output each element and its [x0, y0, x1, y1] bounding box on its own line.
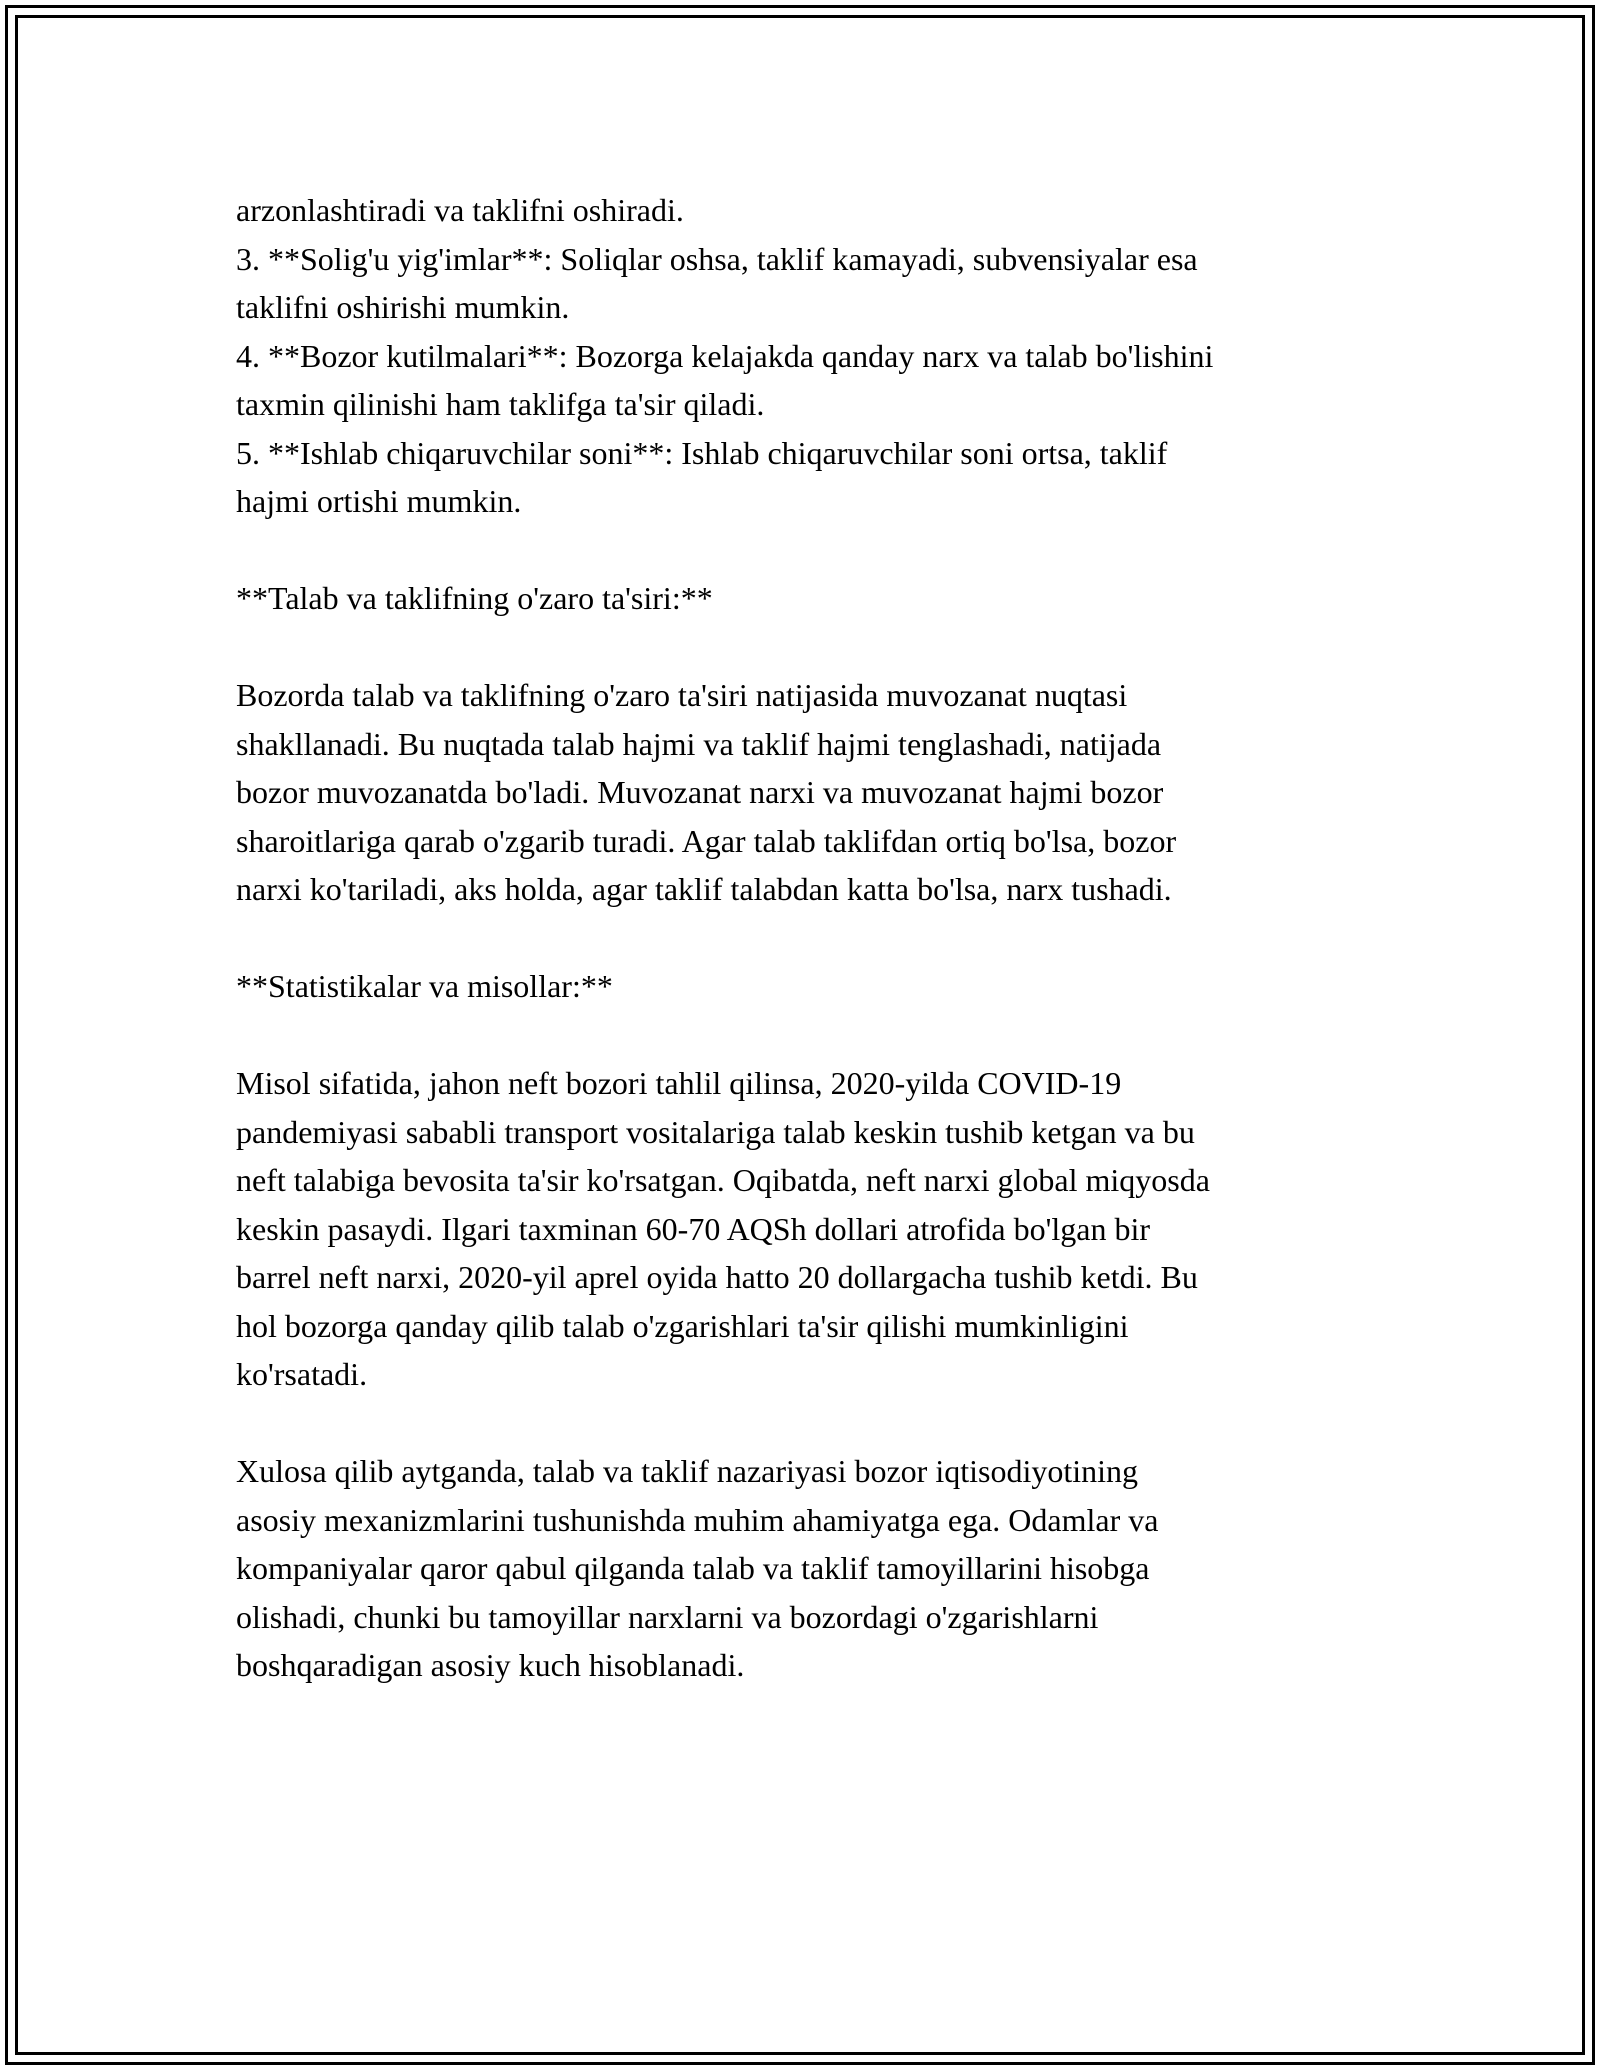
text-line: olishadi, chunki bu tamoyillar narxlarni va bozordagi o'zgarishlarni — [236, 1598, 1099, 1635]
list-item-4: 4. **Bozor kutilmalari**: Bozorga kelajakda qanday narx va talab bo'lishini — [236, 337, 1214, 374]
text-line: hajmi ortishi mumkin. — [236, 483, 522, 519]
text-line: bozor muvozanatda bo'ladi. Muvozanat narxi va muvozanat hajmi bozor — [236, 774, 1164, 810]
text-line: taxmin qilinishi ham taklifga ta'sir qiladi. — [236, 386, 765, 422]
paragraph-gap — [236, 914, 1386, 963]
text-line: kompaniyalar qaror qabul qilganda talab va taklif tamoyillarini hisobga — [236, 1550, 1150, 1586]
text-line: barrel neft narxi, 2020-yil aprel oyida hatto 20 dollargacha tushib ketdi. Bu — [236, 1259, 1198, 1295]
text-line: keskin pasaydi. Ilgari taxminan 60-70 AQSh dollari atrofida bo'lgan bir — [236, 1210, 1151, 1247]
paragraph-gap — [236, 623, 1386, 672]
text-line: Misol sifatida, jahon neft bozori tahlil qilinsa, 2020-yilda COVID-19 — [236, 1065, 1122, 1101]
section-heading-interaction: **Talab va taklifning o'zaro ta'siri:** — [236, 580, 713, 616]
text-line: ko'rsatadi. — [236, 1356, 368, 1392]
text-line: arzonlashtiradi va taklifni oshiradi. — [236, 192, 684, 228]
text-line: neft talabiga bevosita ta'sir ko'rsatgan. Oqibatda, neft narxi global miqyosda — [236, 1162, 1210, 1198]
text-line: shakllanadi. Bu nuqtada talab hajmi va taklif hajmi tenglashadi, natijada — [236, 725, 1162, 762]
section-heading-statistics: **Statistikalar va misollar:** — [236, 968, 613, 1004]
text-line: Bozorda talab va taklifning o'zaro ta'siri natijasida muvozanat nuqtasi — [236, 677, 1128, 713]
paragraph-interaction — [236, 671, 1386, 914]
list-item-3: 3. **Solig'u yig'imlar**: Soliqlar oshsa, taklif kamayadi, subvensiyalar esa — [236, 240, 1198, 277]
text-line: sharoitlariga qarab o'zgarib turadi. Agar talab taklifdan ortiq bo'lsa, bozor — [236, 822, 1177, 859]
paragraph-gap — [236, 1399, 1386, 1448]
list-item-5: 5. **Ishlab chiqaruvchilar soni**: Ishlab chiqaruvchilar soni ortsa, taklif — [236, 434, 1168, 471]
paragraph-gap — [236, 1011, 1386, 1060]
text-line: Xulosa qilib aytganda, talab va taklif nazariyasi bozor iqtisodiyotining — [236, 1453, 1138, 1489]
list-continuation — [236, 186, 1386, 526]
text-line: narxi ko'tariladi, aks holda, agar taklif talabdan katta bo'lsa, narx tushadi. — [236, 871, 1172, 907]
text-line: taklifni oshirishi mumkin. — [236, 289, 570, 325]
text-line: asosiy mexanizmlarini tushunishda muhim ahamiyatga ega. Odamlar va — [236, 1501, 1159, 1538]
paragraph-conclusion — [236, 1447, 1386, 1690]
text-line: pandemiyasi sababli transport vositalariga talab keskin tushib ketgan va bu — [236, 1113, 1195, 1150]
document-body — [236, 186, 1386, 1690]
text-line: boshqaradigan asosiy kuch hisoblanadi. — [236, 1647, 745, 1683]
paragraph-gap — [236, 526, 1386, 575]
text-line: hol bozorga qanday qilib talab o'zgarishlari ta'sir qilishi mumkinligini — [236, 1307, 1129, 1344]
paragraph-statistics — [236, 1059, 1386, 1399]
